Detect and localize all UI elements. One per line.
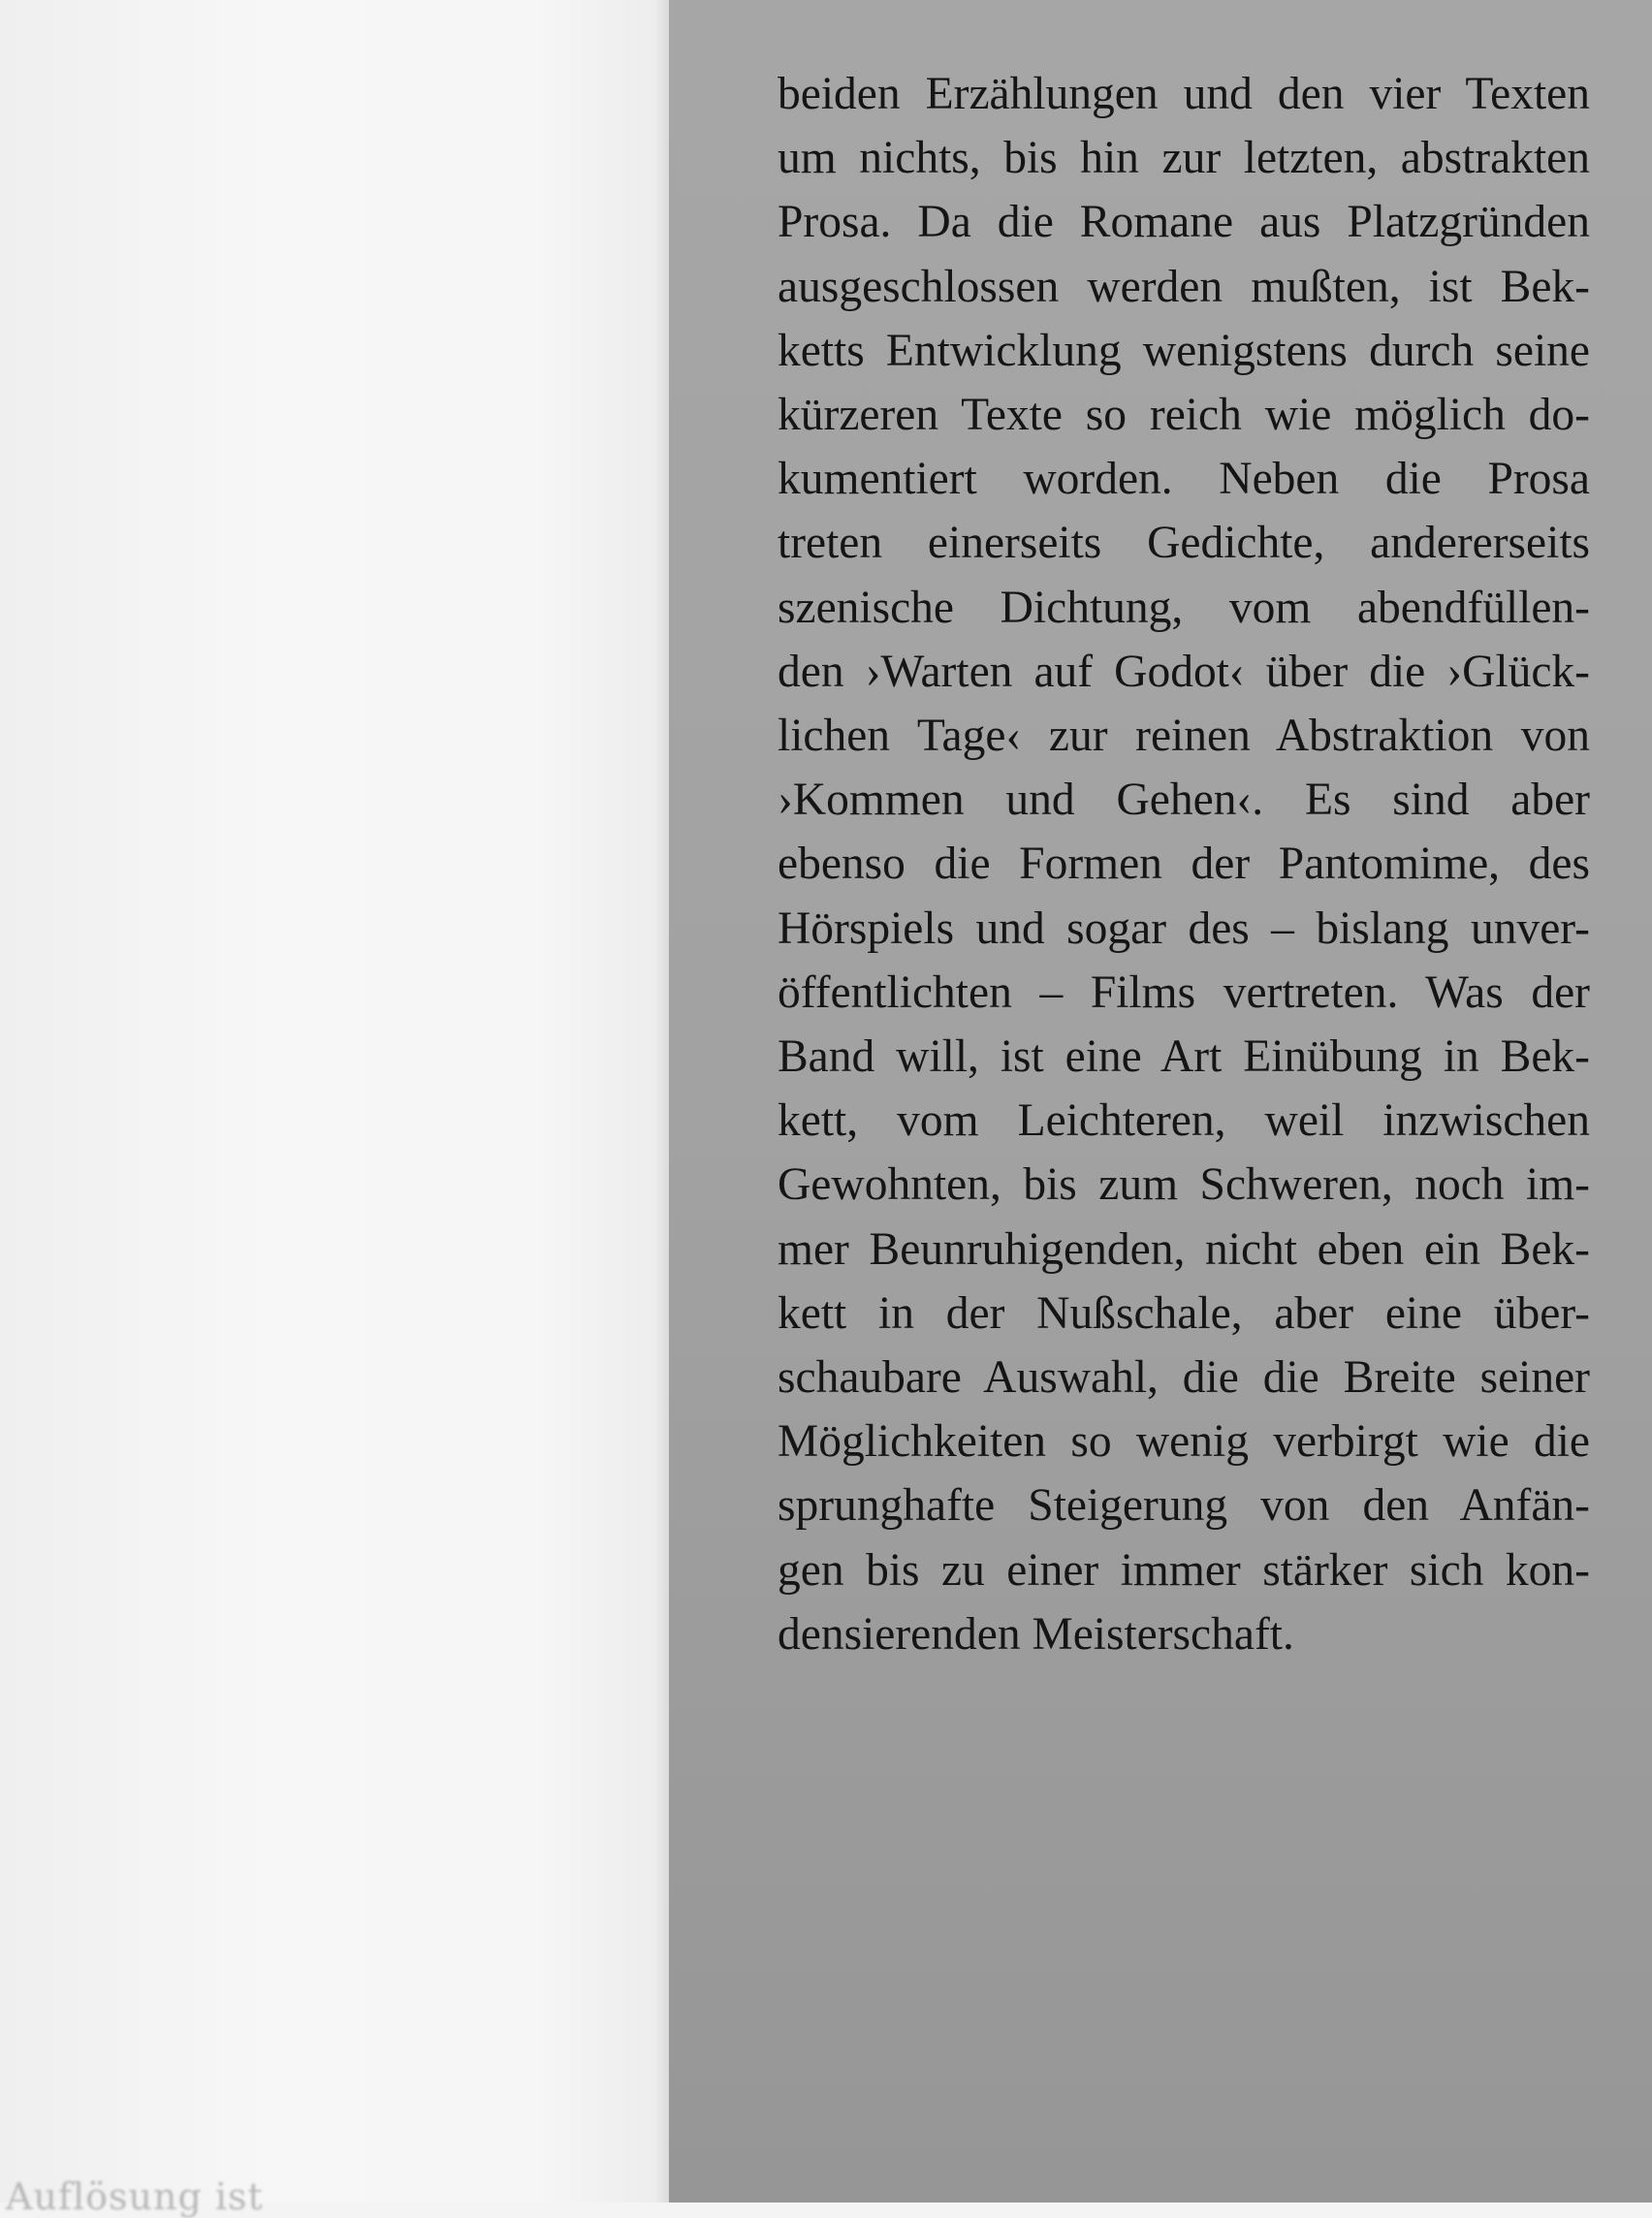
- text-line: kürzeren Texte so reich wie möglich do-: [778, 390, 1590, 441]
- text-line: ketts Entwicklung wenigstens durch seine: [778, 325, 1590, 376]
- right-page: [669, 0, 1652, 2202]
- text-line: kett, vom Leichteren, weil inzwischen: [778, 1095, 1590, 1147]
- text-line: mer Beunruhigenden, nicht eben ein Bek-: [778, 1223, 1590, 1275]
- text-line: Band will, ist eine Art Einübung in Bek-: [778, 1031, 1590, 1083]
- text-line: Gewohnten, bis zum Schweren, noch im-: [778, 1159, 1590, 1211]
- text-line: gen bis zu einer immer stärker sich kon-: [778, 1544, 1590, 1596]
- text-line: ›Kommen und Gehen‹. Es sind aber: [778, 775, 1590, 826]
- text-line: öffentlichten – Films vertreten. Was der: [778, 966, 1590, 1018]
- text-line: beiden Erzählungen und den vier Texten: [778, 69, 1590, 119]
- text-line: den ›Warten auf Godot‹ über die ›Glück-: [778, 646, 1590, 697]
- text-line: treten einerseits Gedichte, andererseits: [778, 518, 1590, 569]
- text-line: Prosa. Da die Romane aus Platzgründen: [778, 197, 1590, 248]
- body-text: [778, 62, 1590, 1666]
- text-line: ebenso die Formen der Pantomime, des: [778, 839, 1590, 890]
- text-line: sprunghafte Steigerung von den Anfän-: [778, 1480, 1590, 1532]
- text-line: kumentiert worden. Neben die Prosa: [778, 454, 1590, 505]
- text-line: schaubare Auswahl, die die Breite seiner: [778, 1352, 1590, 1404]
- text-line: kett in der Nußschale, aber eine über-: [778, 1287, 1590, 1339]
- text-line-last: densierenden Meisterschaft.: [778, 1608, 1294, 1660]
- text-line: Hörspiels und sogar des – bislang unver-: [778, 903, 1590, 954]
- text-line: lichen Tage‹ zur reinen Abstraktion von: [778, 711, 1590, 762]
- text-line: um nichts, bis hin zur letzten, abstrakten: [778, 133, 1590, 184]
- left-page-bottom-text: Auflösung ist: [6, 2175, 264, 2218]
- text-line: ausgeschlossen werden mußten, ist Bek-: [778, 261, 1590, 312]
- left-page: [0, 0, 669, 2218]
- text-line: szenische Dichtung, vom abendfüllen-: [778, 582, 1590, 633]
- text-line: Möglichkeiten so wenig verbirgt wie die: [778, 1416, 1590, 1468]
